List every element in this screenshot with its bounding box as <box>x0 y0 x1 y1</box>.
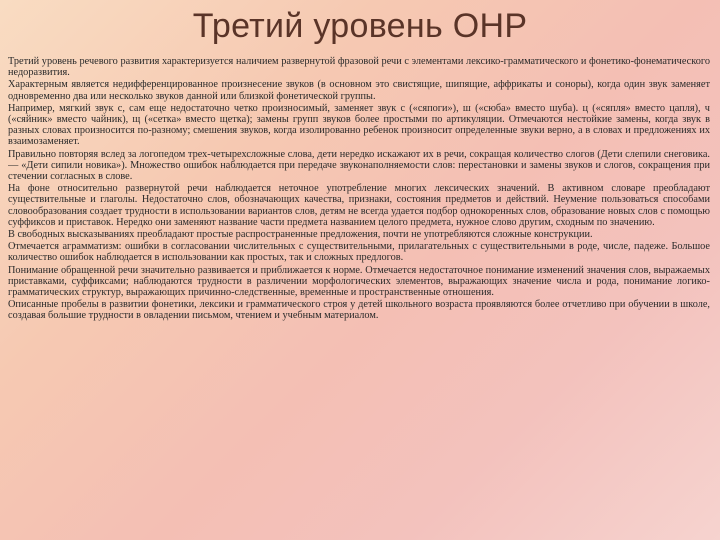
paragraph-syllable-structure: Правильно повторяя вслед за логопедом трех-четырехсложные слова, дети нередко искажают их в речи, сокращая количество слогов (Дети слепили снеговика. — «Дети сипили новика»). Множество ошибок наблюдается при передаче звуконаполняемости слов: перестановки и замены звуков и слогов, сокращения при стечении согласных в слове. <box>8 148 710 183</box>
paragraph-definition: Третий уровень речевого развития характеризуется наличием развернутой фразовой речи с элементами лексико-грамматического и фонетико-фонематического недоразвития. <box>8 56 710 79</box>
paragraph-comprehension: Понимание обращенной речи значительно развивается и приближается к норме. Отмечается недостаточное понимание изменений значения слов, выражаемых приставками, суффиксами; наблюдаются трудности в различении морфологических элементов, выражающих значение числа и рода, понимание логико-грамматических структур, выражающих причинно-следственные, временные и пространственные отношения. <box>8 264 710 299</box>
paragraph-agrammatism: Отмечается аграмматизм: ошибки в согласовании числительных с существительными, прилагательных с существительными в роде, числе, падеже. Большое количество ошибок наблюдается в использовании как простых, так и сложных предлогов. <box>8 241 710 264</box>
slide-body <box>8 56 710 534</box>
paragraph-vocabulary: На фоне относительно развернутой речи наблюдается неточное употребление многих лексических значений. В активном словаре преобладают существительные и глаголы. Недостаточно слов, обозначающих качества, признаки, состояния предметов и действий. Неумение пользоваться способами словообразования создает трудности в использовании вариантов слов, детям не всегда удается подбор однокоренных слов, образование новых слов с помощью суффиксов и приставок. Нередко они заменяют название части предмета названием целого предмета, нужное слово другим, сходным по значению. <box>8 183 710 228</box>
paragraph-sound-pronunciation: Характерным является недифференцированное произнесение звуков (в основном это свистящие, шипящие, аффрикаты и соноры), когда один звук заменяет одновременно два или несколько звуков данной или близкой фонетической группы. <box>8 79 710 102</box>
paragraph-school-difficulties: Описанные пробелы в развитии фонетики, лексики и грамматического строя у детей школьного возраста проявляются более отчетливо при обучении в школе, создавая большие трудности в овладении письмом, чтением и учебным материалом. <box>8 299 710 322</box>
paragraph-sentences: В свободных высказываниях преобладают простые распространенные предложения, почти не употребляются сложные конструкции. <box>8 229 593 241</box>
paragraph-sound-substitution-examples: Например, мягкий звук с, сам еще недостаточно четко произносимый, заменяет звук с («сяпоги»), ш («сюба» вместо шуба). ц («сяпля» вместо цапля), ч («сяйник» вместо чайник), щ («сетка» вместо щетка); замены групп звуков более простыми по артикуляции. Отмечаются нестойкие замены, когда звук в разных словах произносится по-разному; смешения звуков, когда изолированно ребенок произносит определенные звуки верно, а в словах и предложениях их взаимозаменяет. <box>8 102 710 148</box>
slide-title: Третий уровень ОНР <box>192 7 528 45</box>
